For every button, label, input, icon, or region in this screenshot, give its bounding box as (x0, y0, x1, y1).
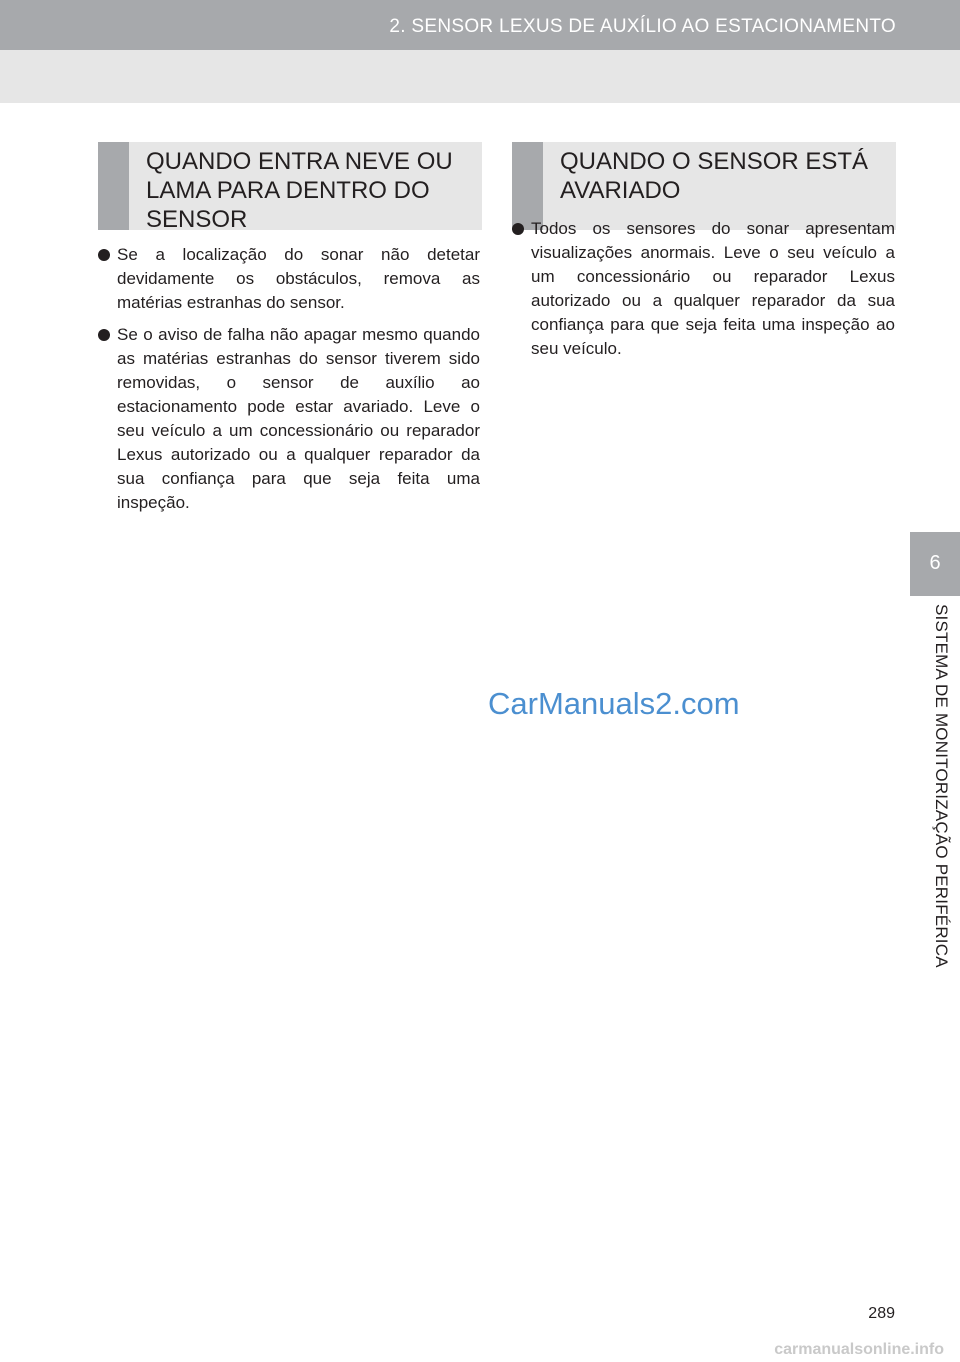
watermark-text: CarManuals2.com (488, 686, 740, 721)
page-number: 289 (868, 1305, 895, 1322)
bullet-text: Se a localização do sonar não detetar devidamente os obstáculos, remova as matérias estranhas do sensor. (117, 245, 480, 312)
bullet-text: Todos os sensores do sonar apresentam visualizações anormais. Leve o seu veículo a um concessionário ou reparador Lexus autorizado ou a qualquer reparador da sua confiança para que seja feita uma inspeção ao seu veículo. (531, 219, 895, 358)
bullet-list-faulty (512, 217, 895, 369)
chapter-side-label: SISTEMA DE MONITORIZAÇÃO PERIFÉRICA (932, 604, 951, 968)
bullet-text: Se o aviso de falha não apagar mesmo quando as matérias estranhas do sensor tiverem sido removidas, o sensor de auxílio ao estacionamento pode estar avariado. Leve o seu veículo a um concessionário ou reparador Lexus autorizado ou a qualquer reparador da sua confiança para que seja feita uma inspeção. (117, 325, 480, 512)
bullet-list-snow (98, 243, 480, 523)
list-item (98, 323, 480, 515)
list-item (512, 217, 895, 361)
bullet-icon (98, 249, 110, 261)
section-heading: QUANDO O SENSOR ESTÁ AVARIADO (560, 148, 869, 204)
section-heading-box-snow (98, 142, 482, 233)
list-item (98, 243, 480, 315)
section-heading: QUANDO ENTRA NEVE OU LAMA PARA DENTRO DO SENSOR (146, 148, 453, 233)
chapter-tab[interactable] (910, 532, 960, 596)
chapter-title: 2. SENSOR LEXUS DE AUXÍLIO AO ESTACIONAMENTO (389, 16, 896, 37)
footer-watermark-url: carmanualsonline.info (774, 1341, 944, 1358)
bullet-icon (98, 329, 110, 341)
chapter-number: 6 (929, 552, 941, 574)
header-bar (0, 0, 960, 50)
heading-accent-bar (98, 142, 129, 230)
bullet-icon (512, 223, 524, 235)
